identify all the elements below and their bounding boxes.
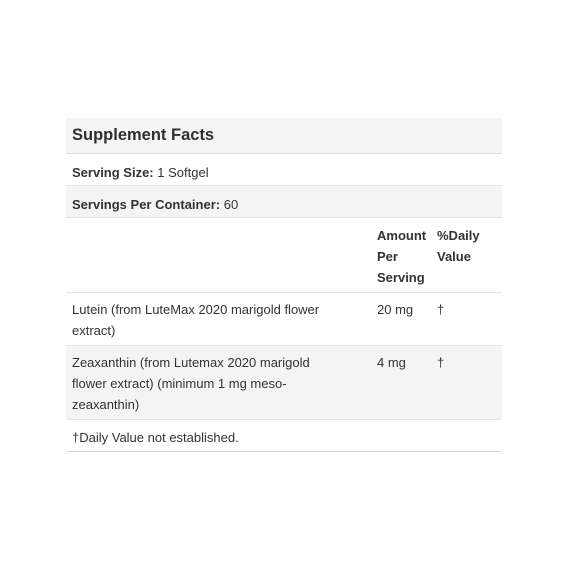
servings-per-container-label: Servings Per Container:	[72, 196, 221, 212]
supplement-facts-title: Supplement Facts	[66, 118, 502, 153]
servings-per-container-value: 60	[223, 196, 239, 212]
footnote-row	[66, 419, 502, 451]
ingredient-row	[66, 345, 502, 419]
daily-value-footnote: †Daily Value not established.	[66, 419, 502, 451]
ingredient-amount: 4 mg	[371, 345, 437, 419]
ingredient-daily-value: †	[437, 292, 502, 345]
ingredient-amount: 20 mg	[371, 292, 437, 345]
ingredient-name: Zeaxanthin (from Lutemax 2020 marigold flower extract) (minimum 1 mg meso- zeaxanthin)	[66, 345, 371, 419]
ingredient-daily-value: †	[437, 345, 502, 419]
amount-per-serving-header: Amount Per Serving	[371, 217, 437, 292]
servings-per-container-row	[66, 185, 502, 217]
ingredient-header-empty	[66, 217, 371, 292]
column-header-row	[66, 217, 502, 292]
serving-size-label: Serving Size:	[72, 164, 154, 180]
serving-size-row	[66, 153, 502, 185]
title-row	[66, 118, 502, 153]
serving-size-value: 1 Softgel	[157, 164, 209, 180]
supplement-facts-table	[66, 118, 502, 452]
ingredient-row	[66, 292, 502, 345]
daily-value-header: %Daily Value	[437, 217, 502, 292]
ingredient-name: Lutein (from LuteMax 2020 marigold flower extract)	[66, 292, 371, 345]
